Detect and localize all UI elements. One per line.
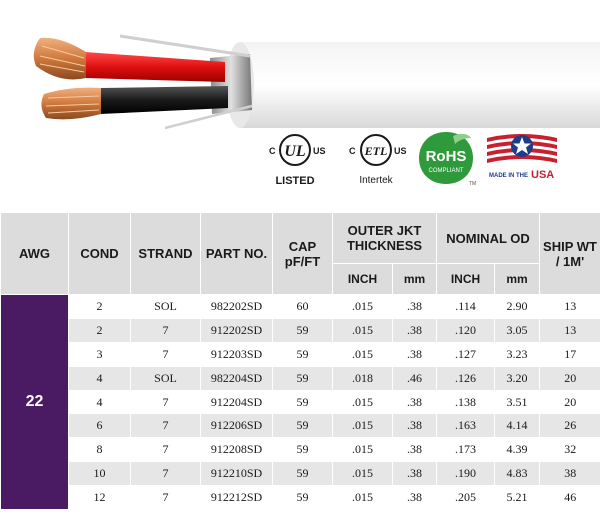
cell-jkt-in: .015 [333,342,393,366]
header-nominal-od: NOMINAL OD [437,213,540,264]
etl-us: US [394,146,407,156]
cell-jkt-mm: .46 [393,366,437,390]
table-row [1,486,600,510]
cell-strand: 7 [131,486,201,510]
cell-cond: 2 [69,295,131,319]
cell-strand: SOL [131,295,201,319]
table-row [1,318,600,342]
specs-table [0,212,600,510]
cell-od-mm: 4.39 [495,438,540,462]
usa-flag-icon [485,130,559,182]
etl-logo-icon [343,130,409,170]
header-awg: AWG [1,213,69,295]
header-od-inch: INCH [437,264,495,295]
table-row [1,438,600,462]
cell-strand: 7 [131,318,201,342]
cell-jkt-in: .015 [333,414,393,438]
cell-wt: 20 [540,366,600,390]
cell-strand: SOL [131,366,201,390]
cell-od-mm: 3.23 [495,342,540,366]
usa-caption-prefix: MADE IN THE [489,173,528,179]
cell-part: 912204SD [201,390,273,414]
ul-mark: UL [284,143,306,160]
cell-od-mm: 3.51 [495,390,540,414]
cell-cap: 59 [273,390,333,414]
cell-wt: 20 [540,390,600,414]
cell-part: 912206SD [201,414,273,438]
cell-cond: 4 [69,366,131,390]
table-row [1,295,600,319]
cell-jkt-in: .015 [333,295,393,319]
cell-jkt-mm: .38 [393,295,437,319]
cell-od-in: .190 [437,462,495,486]
cable-image [0,0,600,140]
cell-cond: 3 [69,342,131,366]
cell-cap: 60 [273,295,333,319]
cell-jkt-mm: .38 [393,318,437,342]
cell-od-mm: 4.14 [495,414,540,438]
header-jkt-inch: INCH [333,264,393,295]
etl-c: C [349,146,356,156]
cell-cap: 59 [273,318,333,342]
header-od-mm: mm [495,264,540,295]
cell-jkt-in: .015 [333,438,393,462]
table-row [1,366,600,390]
cell-strand: 7 [131,414,201,438]
ul-caption: LISTED [275,175,315,187]
cell-wt: 26 [540,414,600,438]
cell-jkt-mm: .38 [393,342,437,366]
cell-wt: 32 [540,438,600,462]
certifications [255,130,600,192]
cell-od-in: .127 [437,342,495,366]
cell-cap: 59 [273,462,333,486]
ul-c: C [269,146,276,156]
cell-part: 912210SD [201,462,273,486]
cell-cap: 59 [273,342,333,366]
header-ship-wt: SHIP WT / 1M' [540,213,600,295]
cell-od-in: .114 [437,295,495,319]
cell-od-mm: 3.05 [495,318,540,342]
cell-wt: 17 [540,342,600,366]
cell-cond: 12 [69,486,131,510]
header-strand: STRAND [131,213,201,295]
rohs-tm: TM [469,181,477,187]
cell-jkt-mm: .38 [393,390,437,414]
cell-part: 912212SD [201,486,273,510]
cell-part: 912208SD [201,438,273,462]
rohs-badge [415,130,477,193]
cell-od-in: .205 [437,486,495,510]
cell-cap: 59 [273,486,333,510]
cell-strand: 7 [131,438,201,462]
table-body [1,295,600,510]
cell-wt: 13 [540,318,600,342]
cell-cond: 10 [69,462,131,486]
cell-od-mm: 4.83 [495,462,540,486]
cell-od-in: .120 [437,318,495,342]
rohs-mark: RoHS [425,148,467,165]
header-cap: CAP pF/FT [273,213,333,295]
header-cond: COND [69,213,131,295]
cell-part: 912203SD [201,342,273,366]
rohs-logo-icon [415,130,477,188]
cell-cond: 8 [69,438,131,462]
cell-cond: 2 [69,318,131,342]
cell-jkt-in: .018 [333,366,393,390]
table-row [1,390,600,414]
cell-od-in: .138 [437,390,495,414]
cell-strand: 7 [131,462,201,486]
header-jkt-mm: mm [393,264,437,295]
usa-caption: USA [531,169,555,181]
cell-wt: 13 [540,295,600,319]
cell-strand: 7 [131,390,201,414]
cell-part: 912202SD [201,318,273,342]
cell-jkt-in: .015 [333,486,393,510]
etl-mark: ETL [364,144,388,158]
ul-listed-badge [263,130,327,187]
cell-jkt-in: .015 [333,390,393,414]
table-row [1,414,600,438]
table-row [1,342,600,366]
cell-cap: 59 [273,414,333,438]
ul-us: US [313,146,326,156]
cell-wt: 38 [540,462,600,486]
cell-od-mm: 3.20 [495,366,540,390]
cell-jkt-mm: .38 [393,462,437,486]
cell-od-mm: 2.90 [495,295,540,319]
made-in-usa-badge [485,130,559,187]
cell-cap: 59 [273,438,333,462]
header-part-no: PART NO. [201,213,273,295]
cell-od-in: .126 [437,366,495,390]
cell-od-mm: 5.21 [495,486,540,510]
cell-od-in: .163 [437,414,495,438]
cell-cond: 4 [69,390,131,414]
awg-value: 22 [1,295,69,510]
cell-jkt-mm: .38 [393,414,437,438]
cell-jkt-in: .015 [333,318,393,342]
cell-jkt-mm: .38 [393,486,437,510]
etl-caption: Intertek [359,175,393,186]
cell-strand: 7 [131,342,201,366]
cell-wt: 46 [540,486,600,510]
header-outer-jkt: OUTER JKT THICKNESS [333,213,437,264]
etl-intertek-badge [343,130,409,186]
cell-cap: 59 [273,366,333,390]
rohs-sub: COMPLIANT [428,168,464,174]
cell-part: 982202SD [201,295,273,319]
cell-jkt-mm: .38 [393,438,437,462]
cell-cond: 6 [69,414,131,438]
ul-logo-icon [263,130,327,170]
cell-part: 982204SD [201,366,273,390]
table-row [1,462,600,486]
cell-od-in: .173 [437,438,495,462]
cell-jkt-in: .015 [333,462,393,486]
